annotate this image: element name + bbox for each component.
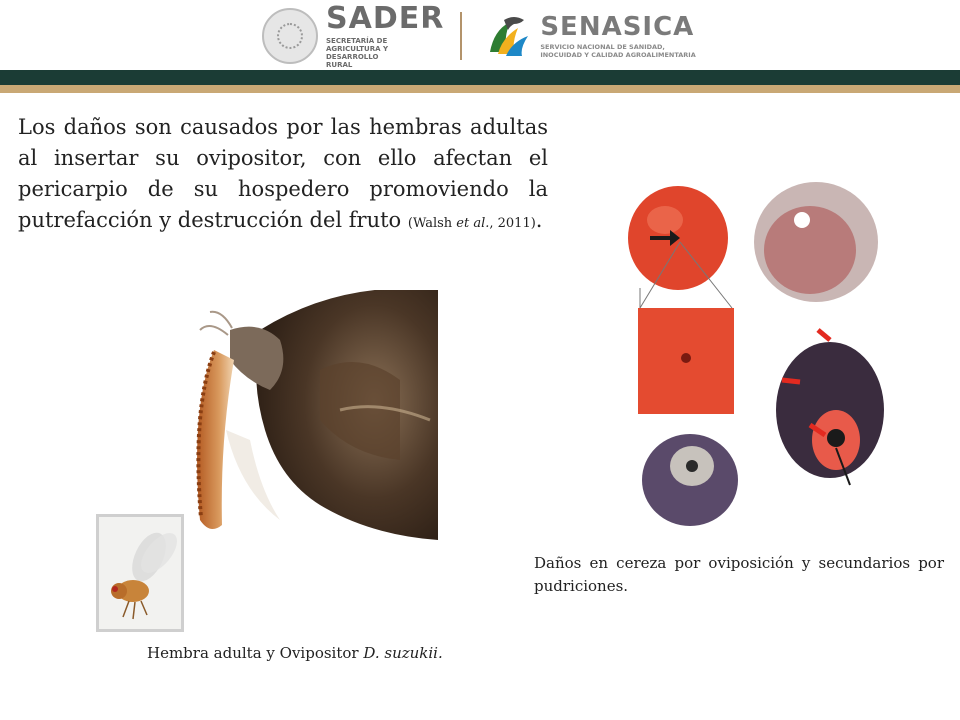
logo-group xyxy=(262,0,700,69)
citation xyxy=(408,216,536,231)
citation-et-al: et al. xyxy=(456,216,490,231)
header-band-dark xyxy=(0,70,960,85)
senasica-logo xyxy=(540,13,700,59)
senasica-emblem-icon xyxy=(484,12,532,60)
header xyxy=(0,0,960,70)
sader-logo xyxy=(326,0,445,69)
fly-caption-species: D. suzukii. xyxy=(363,644,443,662)
mexico-seal-icon xyxy=(262,8,318,64)
header-band-gold xyxy=(0,85,960,93)
main-paragraph xyxy=(18,112,548,239)
citation-open: (Walsh xyxy=(407,216,457,231)
senasica-subtitle: SERVICIO NACIONAL DE SANIDAD, INOCUIDAD Y CALIDAD AGROALIMENTARIA xyxy=(540,43,696,59)
fly-caption xyxy=(147,644,443,662)
sader-subtitle: SECRETARÍA DE AGRICULTURA Y DESARROLLO RURAL xyxy=(326,36,389,69)
logo-divider xyxy=(460,12,462,60)
fly-caption-text: Hembra adulta y Ovipositor xyxy=(147,644,364,662)
paragraph-text: Los daños son causados por las hembras adultas al insertar su ovipositor, con ello afectan el pericarpio de su hospedero promoviendo la putrefacción y destrucción del fruto xyxy=(18,115,548,232)
cherry-caption: Daños en cereza por oviposición y secundarios por pudriciones. xyxy=(534,554,944,595)
sader-name: SADER xyxy=(326,0,445,36)
cherry-damage-photo xyxy=(620,180,890,530)
ovipositor-photo xyxy=(170,290,438,580)
senasica-name: SENASICA xyxy=(540,12,695,42)
paragraph-end: . xyxy=(535,208,543,232)
adult-fly-thumbnail xyxy=(96,514,184,632)
citation-close: , 2011) xyxy=(489,216,536,231)
